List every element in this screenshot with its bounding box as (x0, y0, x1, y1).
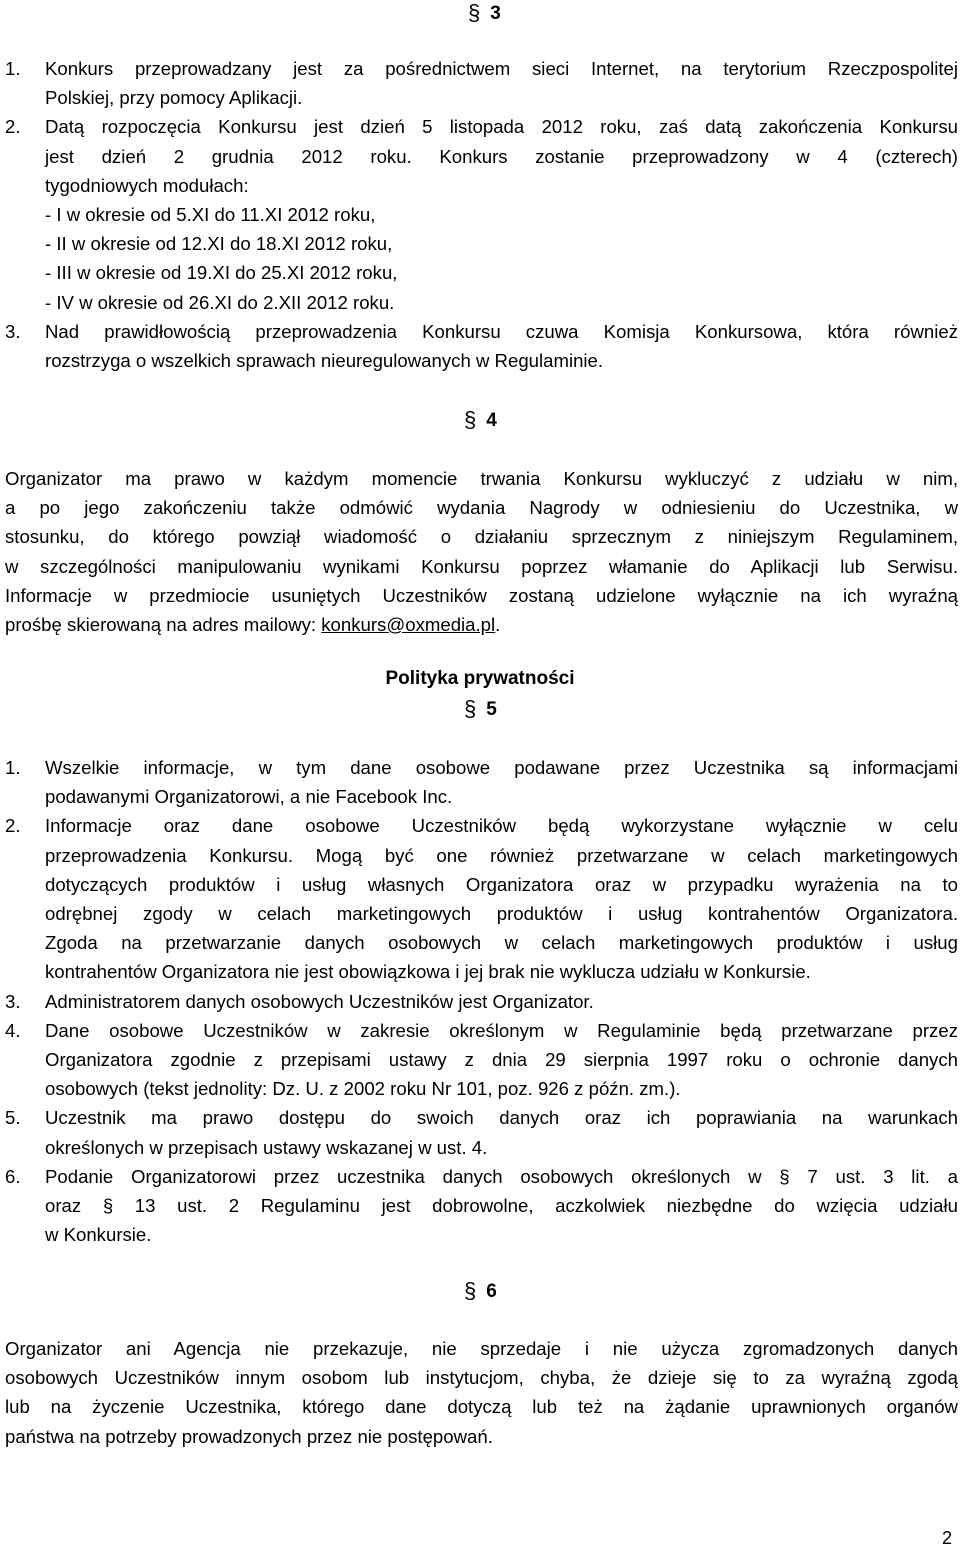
paragraph-line: lub na życzenie Uczestnika, którego dane dotyczą lub też na żądanie uprawnionych organów (5, 1396, 958, 1418)
section-symbol: § (464, 696, 477, 721)
item-line: Informacje oraz dane osobowe Uczestników będą wykorzystane wyłącznie w celu (45, 815, 958, 837)
list-item (5, 1162, 958, 1250)
section-4-text (5, 464, 958, 639)
item-line: Wszelkie informacje, w tym dane osobowe podawane przez Uczestnika są informacjami (45, 757, 958, 778)
item-number: 3. (5, 990, 21, 1012)
policy-list (5, 753, 958, 1249)
item-line: odrębnej zgody w celach marketingowych produktów i usług kontrahentów Organizatora. (45, 903, 958, 925)
item-line: rozstrzyga o wszelkich sprawach nieuregulowanych w Regulaminie. (45, 350, 604, 372)
item-number: 1. (5, 58, 21, 79)
list-item (5, 811, 958, 986)
item-line: dotyczących produktów i usług własnych Organizatora oraz w przypadku wyrażenia na to (45, 873, 958, 895)
section-5-heading (464, 698, 497, 720)
list-item (5, 1103, 958, 1161)
paragraph-line: a po jego zakończeniu także odmówić wydania Nagrody w odniesieniu do Uczestnika, w (5, 497, 958, 519)
paragraph-line: państwa na potrzeby prowadzonych przez nie postępowań. (5, 1425, 493, 1447)
section-symbol: § (464, 1278, 477, 1303)
item-line: jest dzień 2 grudnia 2012 roku. Konkurs zostanie przeprowadzony w 4 (czterech) (45, 145, 958, 167)
paragraph-line: Organizator ma prawo w każdym momencie trwania Konkursu wykluczyć z udziału w nim, (5, 468, 958, 489)
section-4-heading (464, 409, 497, 431)
paragraph-text: prośbę skierowaną na adres mailowy: (5, 614, 322, 636)
section-symbol: § (468, 0, 481, 25)
item-line: Konkurs przeprowadzany jest za pośrednictwem sieci Internet, na terytorium Rzeczpospolitej (45, 58, 958, 79)
page-number: 2 (941, 1528, 952, 1548)
item-line: Zgoda na przetwarzanie danych osobowych w celach marketingowych produktów i usług (45, 932, 958, 954)
section-symbol: § (464, 407, 477, 432)
item-line: Administratorem danych osobowych Uczestników jest Organizator. (45, 990, 594, 1012)
item-number: 3. (5, 320, 21, 342)
item-line: Nad prawidłowością przeprowadzenia Konkursu czuwa Komisja Konkursowa, która również (45, 320, 958, 342)
list-item (5, 987, 958, 1016)
item-line: - II w okresie od 12.XI do 18.XI 2012 roku, (45, 233, 393, 255)
section-number: 6 (486, 1281, 497, 1302)
list-item (5, 54, 958, 112)
section-3-list (5, 54, 958, 375)
list-item (5, 112, 958, 316)
item-number: 2. (5, 116, 21, 138)
section-3-heading (468, 2, 501, 24)
paragraph-line (5, 610, 958, 639)
item-line: kontrahentów Organizatora nie jest obowiązkowa i jej brak nie wyklucza udziału w Konkursie. (45, 961, 811, 983)
section-6-text (5, 1334, 958, 1451)
item-line: Dane osobowe Uczestników w zakresie określonym w Regulaminie będą przetwarzane przez (45, 1019, 958, 1041)
paragraph-line: Organizator ani Agencja nie przekazuje, nie sprzedaje i nie użycza zgromadzonych danych (5, 1338, 958, 1359)
item-line: Organizatora zgodnie z przepisami ustawy z dnia 29 sierpnia 1997 roku o ochronie danych (45, 1049, 958, 1071)
item-line: tygodniowych modułach: (45, 174, 249, 196)
paragraph-line: stosunku, do którego powziął wiadomość o działaniu sprzecznym z niniejszym Regulaminem, (5, 526, 958, 548)
item-line: Polskiej, przy pomocy Aplikacji. (45, 87, 303, 109)
item-number: 4. (5, 1019, 21, 1041)
item-number: 5. (5, 1107, 21, 1129)
item-number: 6. (5, 1165, 21, 1187)
item-line: oraz § 13 ust. 2 Regulaminu jest dobrowolne, aczkolwiek niezbędne do wzięcia udziału (45, 1195, 958, 1217)
section-number: 5 (486, 699, 497, 720)
item-line: określonych w przepisach ustawy wskazanej w ust. 4. (45, 1136, 488, 1158)
paragraph-line: osobowych Uczestników innym osobom lub instytucjom, chyba, że dzieje się to za wyraźną zgodą (5, 1367, 958, 1389)
item-line: osobowych (tekst jednolity: Dz. U. z 2002 roku Nr 101, poz. 926 z późn. zm.). (45, 1078, 681, 1100)
item-number: 2. (5, 815, 21, 837)
paragraph-line: Informacje w przedmiocie usuniętych Uczestników zostaną udzielone wyłącznie na ich wyraźną (5, 584, 958, 606)
paragraph-text: . (495, 614, 501, 636)
item-line: Datą rozpoczęcia Konkursu jest dzień 5 listopada 2012 roku, zaś datą zakończenia Konkursu (45, 116, 958, 138)
section-number: 4 (486, 410, 497, 431)
policy-title: Polityka prywatności (385, 668, 575, 689)
list-item (5, 317, 958, 375)
section-number: 3 (490, 3, 501, 24)
section-6-heading (464, 1280, 497, 1302)
item-line: - I w okresie od 5.XI do 11.XI 2012 roku, (45, 204, 376, 226)
item-line: - IV w okresie od 26.XI do 2.XII 2012 roku. (45, 291, 395, 313)
item-line: w Konkursie. (45, 1224, 152, 1246)
list-item (5, 753, 958, 811)
item-line: przeprowadzenia Konkursu. Mogą być one również przetwarzane w celach marketingowych (45, 844, 958, 866)
list-item (5, 1016, 958, 1104)
item-line: podawanymi Organizatorowi, a nie Facebook Inc. (45, 786, 453, 808)
item-line: Podanie Organizatorowi przez uczestnika danych osobowych określonych w § 7 ust. 3 lit. a (45, 1165, 958, 1187)
item-line: - III w okresie od 19.XI do 25.XI 2012 roku, (45, 262, 398, 284)
paragraph-line: w szczególności manipulowaniu wynikami Konkursu poprzez włamanie do Aplikacji lub Serwisu. (5, 555, 958, 577)
item-line: Uczestnik ma prawo dostępu do swoich danych oraz ich poprawiania na warunkach (45, 1107, 958, 1129)
item-number: 1. (5, 757, 21, 778)
email-link[interactable]: konkurs@oxmedia.pl (321, 614, 496, 636)
